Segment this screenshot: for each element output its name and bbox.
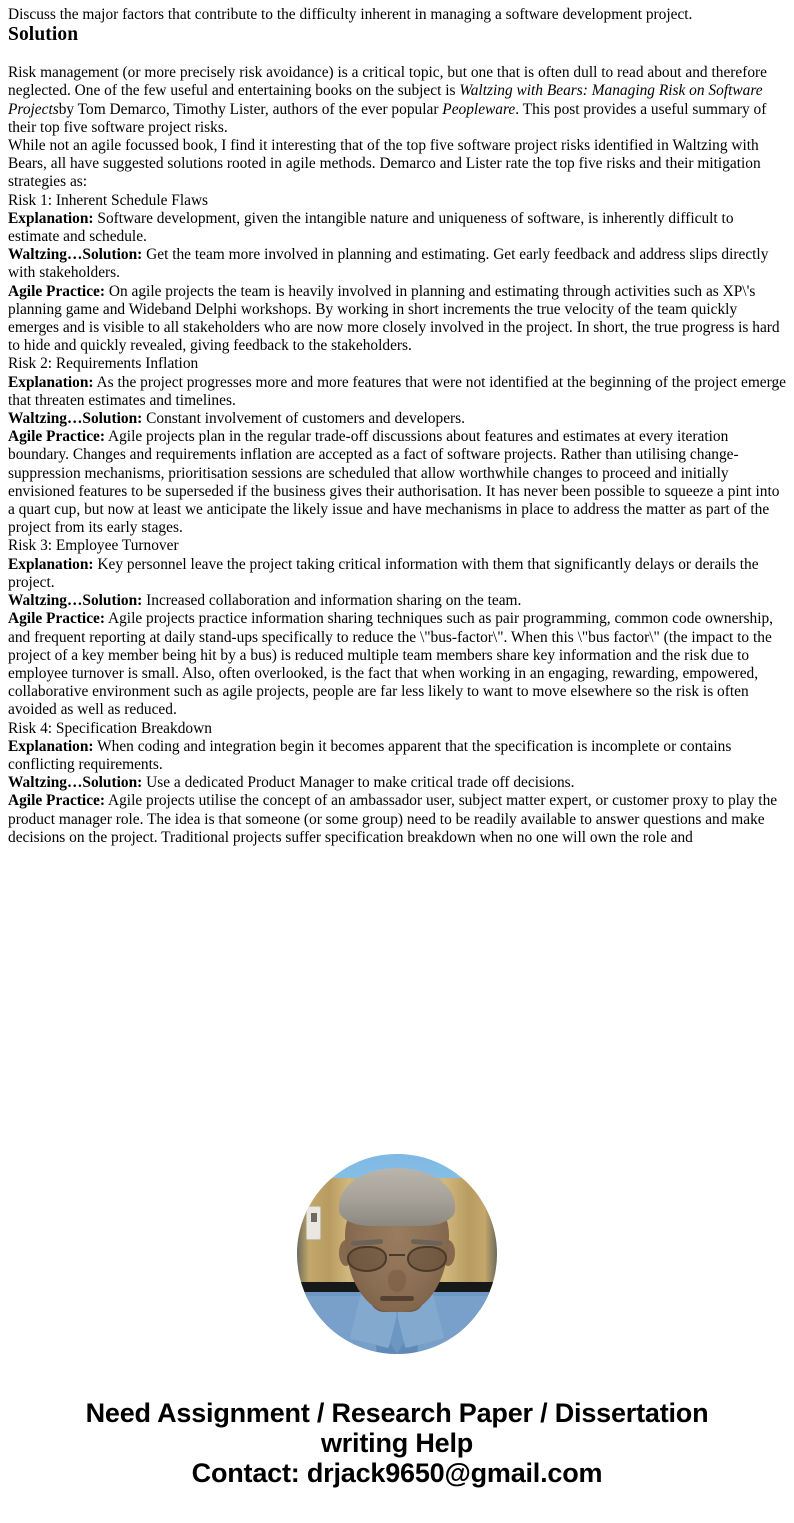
risk-3-solution <box>8 592 786 610</box>
risk-heading-3: Risk 3: Employee Turnover <box>8 537 179 555</box>
risk-1-agile-practice <box>8 283 786 356</box>
agile-practice-text: Agile projects plan in the regular trade-off discussions about features and estimates at every iteration boundary. Changes and requirements inflation are accepted as a fact of software projects. Rather than utilising change-suppression mechanisms, prioritisation sessions are scheduled that allow worthwhile changes to proceed and initially envisioned features to be superseded if the business gives their authorisation. It has never been possible to squeeze a pint into a quart cup, but now at least we anticipate the likely issue and have mechanisms in place to address the matter as part of the project from its early stages. <box>8 428 780 537</box>
intro-text-b: by Tom Demarco, Timothy Lister, authors of the ever popular <box>58 100 443 118</box>
photo-glasses-bridge <box>389 1254 405 1256</box>
agile-practice-label: Agile Practice: <box>8 282 105 300</box>
risk-1-explanation <box>8 210 786 246</box>
risk-heading-1: Risk 1: Inherent Schedule Flaws <box>8 191 209 209</box>
solution-text: Increased collaboration and information sharing on the team. <box>146 592 522 610</box>
promo-line-2: writing Help <box>320 1428 474 1458</box>
photo-mouth <box>380 1296 414 1301</box>
book-title-waltzing: Waltzing with Bears: Managing Risk on Software Projects <box>8 82 763 118</box>
solution-text: Constant involvement of customers and developers. <box>146 410 465 428</box>
intro-text-c: . This post provides a useful summary of their top five software project risks. <box>8 100 767 136</box>
explanation-text: Software development, given the intangible nature and uniqueness of software, is inherently difficult to estimate and schedule. <box>8 209 734 246</box>
photo-lens-right <box>407 1246 447 1272</box>
intro-paragraph-1 <box>8 64 786 137</box>
risk-4-solution <box>8 774 786 792</box>
solution-label: Waltzing…Solution: <box>8 246 143 264</box>
risk-3-explanation <box>8 556 786 592</box>
intro-paragraph-2: While not an agile focussed book, I find it interesting that of the top five software project risks identified in Waltzing with Bears, all have suggested solutions rooted in agile methods. Demarco and Lister rate the top five risks and their mitigation strategies as: <box>8 137 761 191</box>
solution-label: Waltzing…Solution: <box>8 410 143 428</box>
photo-lens-left <box>347 1246 387 1272</box>
avatar <box>297 1154 497 1354</box>
risk-3-agile-practice <box>8 610 786 719</box>
promo-line-1: Need Assignment / Research Paper / Dissertation <box>85 1398 709 1428</box>
glasses-icon <box>347 1246 447 1272</box>
risk-heading-4: Risk 4: Specification Breakdown <box>8 719 212 737</box>
page-title: Solution <box>8 24 79 46</box>
explanation-text: As the project progresses more and more features that were not identified at the beginning of the project emerge that threaten estimates and timelines. <box>8 373 787 409</box>
risk-1-solution <box>8 246 786 282</box>
promo-banner <box>0 1398 794 1488</box>
solution-label: Waltzing…Solution: <box>8 774 143 792</box>
book-title-peopleware: Peopleware <box>442 100 516 118</box>
explanation-label: Explanation: <box>8 737 94 755</box>
agile-practice-text: Agile projects utilise the concept of an ambassador user, subject matter expert, or customer proxy to play the product manager role. The idea is that someone (or some group) need to be readily available to answer questions and make decisions on the project. Traditional projects suffer specification breakdown when no one will own the role and <box>8 792 778 846</box>
explanation-label: Explanation: <box>8 373 94 391</box>
explanation-text: Key personnel leave the project taking critical information with them that significantly delays or derails the project. <box>8 555 759 591</box>
risk-4-explanation <box>8 738 786 774</box>
agile-practice-label: Agile Practice: <box>8 428 105 446</box>
agile-practice-label: Agile Practice: <box>8 792 105 810</box>
solution-label: Waltzing…Solution: <box>8 592 143 610</box>
solution-text: Use a dedicated Product Manager to make critical trade off decisions. <box>146 774 575 792</box>
explanation-label: Explanation: <box>8 555 94 573</box>
photo-nose <box>388 1270 406 1292</box>
risk-2-explanation <box>8 374 786 410</box>
risk-2-agile-practice <box>8 428 786 537</box>
promo-contact-email[interactable]: Contact: drjack9650@gmail.com <box>191 1458 603 1488</box>
photo-wall-switch <box>306 1206 321 1240</box>
profile-photo <box>297 1154 497 1354</box>
explanation-label: Explanation: <box>8 209 94 227</box>
agile-practice-label: Agile Practice: <box>8 610 105 628</box>
risk-heading-2: Risk 2: Requirements Inflation <box>8 355 199 373</box>
question-prompt: Discuss the major factors that contribute to the difficulty inherent in managing a software development project. <box>8 6 693 23</box>
risk-4-agile-practice <box>8 792 786 847</box>
explanation-text: When coding and integration begin it becomes apparent that the specification is incomplete or contains conflicting requirements. <box>8 737 732 773</box>
solution-text: Get the team more involved in planning and estimating. Get early feedback and address slips directly with stakeholders. <box>8 246 769 282</box>
agile-practice-text: Agile projects practice information sharing techniques such as pair programming, common code ownership, and frequent reporting at daily stand-ups specifically to reduce the \"bus-factor\". When this \"bus factor\" (the impact to the project of a key member being hit by a bus) is reduced multiple team members share key information and the risk due to employee turnover is small. Also, often overlooked, is the fact that when working in an engaging, rewarding, empowered, collaborative environment such as agile projects, people are far less likely to want to move elsewhere so the risk is often avoided as well as reduced. <box>8 610 774 719</box>
agile-practice-text: On agile projects the team is heavily involved in planning and estimating through activities such as XP\'s planning game and Wideband Delphi workshops. By working in short increments the true velocity of the team quickly emerges and is visible to all stakeholders who are now more closely involved in the project. In short, the true progress is hard to hide and quickly revealed, giving feedback to the stakeholders. <box>8 282 780 355</box>
risk-2-solution <box>8 410 786 428</box>
intro-text-a: Risk management (or more precisely risk avoidance) is a critical topic, but one that is often dull to read about and therefore neglected. One of the few useful and entertaining books on the subject is <box>8 64 768 100</box>
